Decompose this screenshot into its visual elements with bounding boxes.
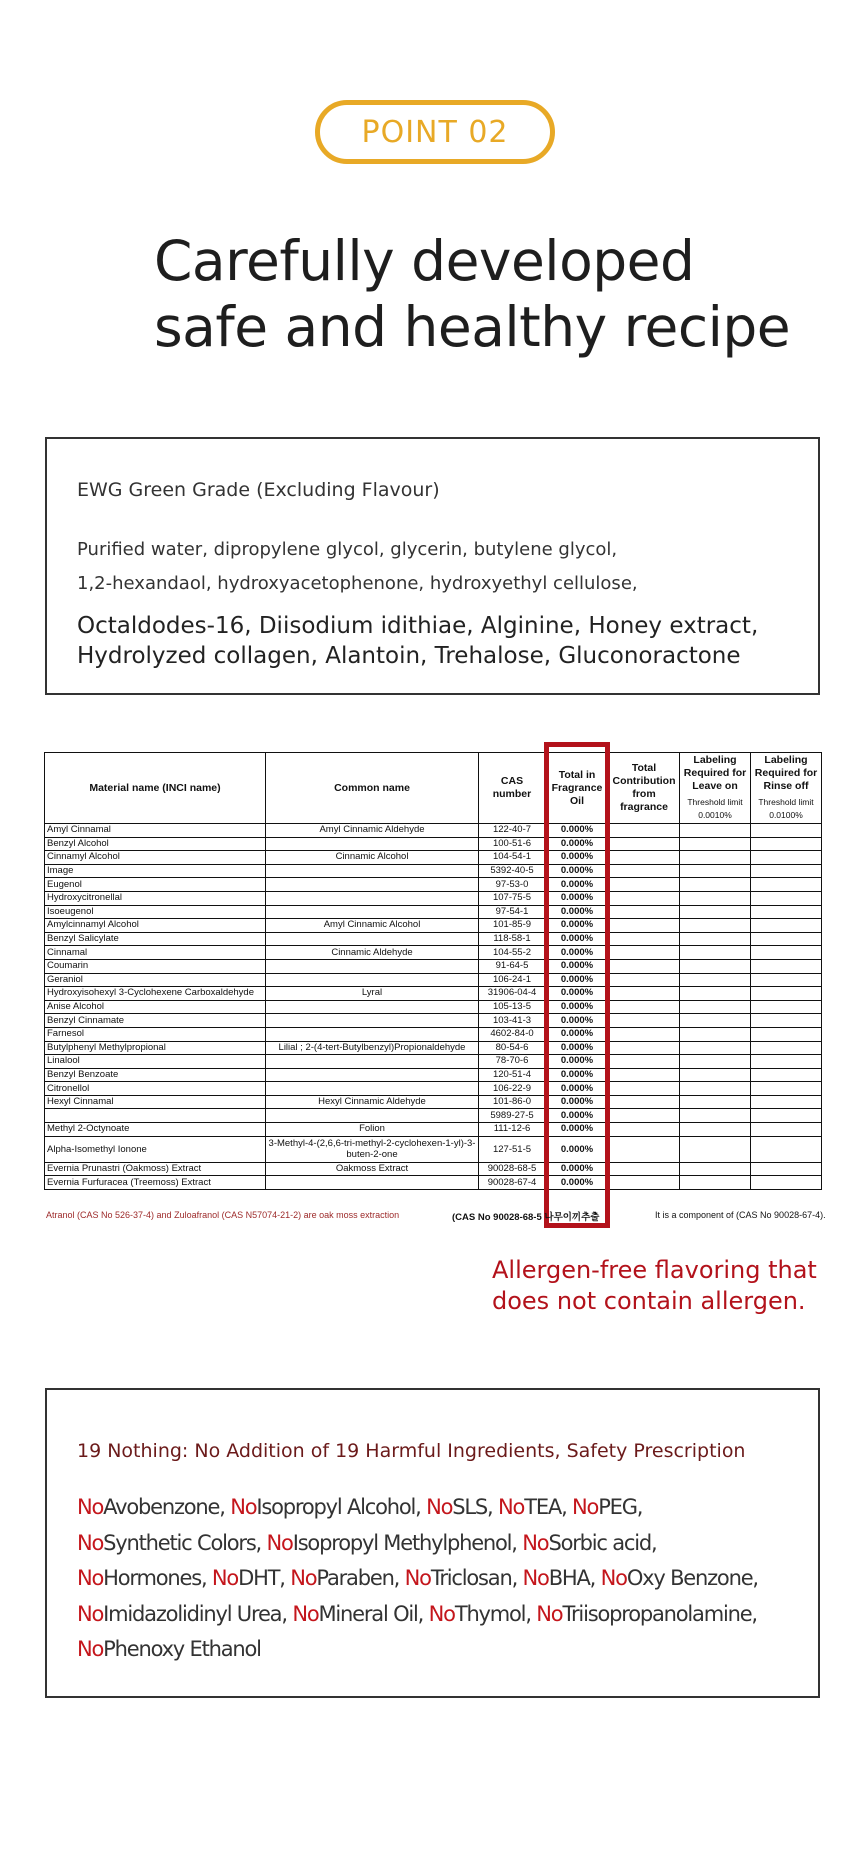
cell-empty bbox=[609, 987, 680, 1001]
cell-empty bbox=[680, 973, 751, 987]
cell-material: Hexyl Cinnamal bbox=[45, 1095, 266, 1109]
cell-empty bbox=[751, 932, 822, 946]
table-body bbox=[45, 824, 822, 1190]
table-row bbox=[45, 987, 822, 1001]
cell-total: 0.000% bbox=[546, 905, 609, 919]
header-rinse bbox=[751, 753, 822, 824]
cell-empty bbox=[751, 1095, 822, 1109]
no-prefix: No bbox=[426, 1495, 453, 1519]
cell-common bbox=[266, 1068, 479, 1082]
header-leave-sub: Threshold limit 0.0010% bbox=[687, 797, 743, 820]
cell-common bbox=[266, 905, 479, 919]
table-row bbox=[45, 959, 822, 973]
excluded-ingredient: Isopropyl Alcohol, bbox=[256, 1495, 421, 1519]
cell-material: Alpha-Isomethyl Ionone bbox=[45, 1136, 266, 1162]
cell-empty bbox=[609, 1136, 680, 1162]
cell-common bbox=[266, 1082, 479, 1096]
cell-total: 0.000% bbox=[546, 864, 609, 878]
header-total: Total in Fragrance Oil bbox=[546, 753, 609, 824]
cell-empty bbox=[751, 891, 822, 905]
cell-empty bbox=[609, 1082, 680, 1096]
excluded-ingredient: PEG, bbox=[598, 1495, 643, 1519]
allergen-note-line-1: Allergen-free flavoring that bbox=[492, 1256, 817, 1284]
cell-empty bbox=[680, 1068, 751, 1082]
no-prefix: No bbox=[572, 1495, 599, 1519]
footnote-red: Atranol (CAS No 526-37-4) and Zuloafranol (CAS N57074-21-2) are oak moss extraction bbox=[46, 1210, 400, 1220]
excluded-ingredient: Avobenzone, bbox=[103, 1495, 225, 1519]
excluded-ingredient: Paraben, bbox=[316, 1566, 400, 1590]
cell-empty bbox=[751, 946, 822, 960]
excluded-ingredient: Oxy Benzone, bbox=[626, 1566, 758, 1590]
table-row bbox=[45, 1136, 822, 1162]
cell-empty bbox=[609, 891, 680, 905]
cell-empty bbox=[751, 1041, 822, 1055]
cell-empty bbox=[680, 1123, 751, 1137]
cell-empty bbox=[680, 946, 751, 960]
cell-total: 0.000% bbox=[546, 919, 609, 933]
cell-empty bbox=[751, 1000, 822, 1014]
allergen-note-line-2: does not contain allergen. bbox=[492, 1287, 806, 1315]
cell-empty bbox=[751, 824, 822, 838]
cell-common bbox=[266, 1176, 479, 1190]
cell-material: Anise Alcohol bbox=[45, 1000, 266, 1014]
cell-cas: 97-53-0 bbox=[479, 878, 546, 892]
excluded-ingredient: Mineral Oil, bbox=[318, 1601, 424, 1626]
header-common: Common name bbox=[266, 753, 479, 824]
table-row bbox=[45, 851, 822, 865]
header-cas: CAS number bbox=[479, 753, 546, 824]
cell-empty bbox=[751, 1176, 822, 1190]
ewg-line-3-4 bbox=[77, 611, 758, 671]
excluded-ingredient: Synthetic Colors, bbox=[103, 1530, 262, 1555]
cell-total: 0.000% bbox=[546, 1162, 609, 1176]
cell-total: 0.000% bbox=[546, 987, 609, 1001]
cell-empty bbox=[680, 1176, 751, 1190]
cell-empty bbox=[609, 1095, 680, 1109]
cell-empty bbox=[751, 919, 822, 933]
nothing-box bbox=[45, 1388, 820, 1698]
no-prefix: No bbox=[230, 1495, 257, 1519]
table-row bbox=[45, 878, 822, 892]
cell-cas: 90028-67-4 bbox=[479, 1176, 546, 1190]
cell-empty bbox=[680, 1055, 751, 1069]
cell-empty bbox=[609, 1123, 680, 1137]
cell-material: Evernia Prunastri (Oakmoss) Extract bbox=[45, 1162, 266, 1176]
table-row bbox=[45, 946, 822, 960]
excluded-ingredient: Hormones, bbox=[103, 1566, 207, 1590]
cell-empty bbox=[680, 987, 751, 1001]
cell-material: Cinnamyl Alcohol bbox=[45, 851, 266, 865]
cell-empty bbox=[609, 1055, 680, 1069]
cell-empty bbox=[751, 987, 822, 1001]
cell-cas: 4602-84-0 bbox=[479, 1027, 546, 1041]
cell-total: 0.000% bbox=[546, 837, 609, 851]
cell-empty bbox=[609, 973, 680, 987]
cell-cas: 106-24-1 bbox=[479, 973, 546, 987]
excluded-ingredient: Imidazolidinyl Urea, bbox=[103, 1601, 287, 1626]
no-prefix: No bbox=[211, 1566, 239, 1590]
cell-total: 0.000% bbox=[546, 851, 609, 865]
cell-common: 3-Methyl-4-(2,6,6-tri-methyl-2-cyclohexen-1-yl)-3-buten-2-one bbox=[266, 1136, 479, 1162]
cell-total: 0.000% bbox=[546, 1027, 609, 1041]
excluded-ingredient: BHA, bbox=[548, 1566, 596, 1590]
cell-cas: 100-51-6 bbox=[479, 837, 546, 851]
cell-empty bbox=[751, 878, 822, 892]
header-material: Material name (INCI name) bbox=[45, 753, 266, 824]
cell-empty bbox=[609, 851, 680, 865]
table-row bbox=[45, 1123, 822, 1137]
cell-empty bbox=[751, 1136, 822, 1162]
cell-total: 0.000% bbox=[546, 1000, 609, 1014]
cell-common bbox=[266, 837, 479, 851]
header-rinse-sub: Threshold limit 0.0100% bbox=[758, 797, 814, 820]
excluded-ingredient: DHT, bbox=[238, 1566, 285, 1590]
cell-empty bbox=[751, 1123, 822, 1137]
cell-cas: 101-85-9 bbox=[479, 919, 546, 933]
table-row bbox=[45, 973, 822, 987]
no-prefix: No bbox=[498, 1495, 525, 1519]
excluded-ingredient: Sorbic acid, bbox=[548, 1530, 657, 1555]
cell-common bbox=[266, 878, 479, 892]
cell-material bbox=[45, 1109, 266, 1123]
headline bbox=[154, 228, 790, 360]
cell-cas: 122-40-7 bbox=[479, 824, 546, 838]
cell-empty bbox=[680, 1014, 751, 1028]
cell-total: 0.000% bbox=[546, 946, 609, 960]
excluded-ingredient: Isopropyl Methylphenol, bbox=[292, 1530, 517, 1555]
cell-common bbox=[266, 891, 479, 905]
cell-cas: 127-51-5 bbox=[479, 1136, 546, 1162]
cell-empty bbox=[680, 891, 751, 905]
footnote-bold: (CAS No 90028-68-5 나무이끼추출 bbox=[452, 1212, 600, 1223]
cell-empty bbox=[609, 837, 680, 851]
ewg-title: EWG Green Grade (Excluding Flavour) bbox=[77, 479, 440, 501]
cell-empty bbox=[751, 1055, 822, 1069]
cell-total: 0.000% bbox=[546, 1068, 609, 1082]
table-row bbox=[45, 1068, 822, 1082]
cell-empty bbox=[680, 905, 751, 919]
cell-material: Amylcinnamyl Alcohol bbox=[45, 919, 266, 933]
cell-cas: 90028-68-5 bbox=[479, 1162, 546, 1176]
cell-cas: 120-51-4 bbox=[479, 1068, 546, 1082]
no-prefix: No bbox=[77, 1566, 104, 1590]
cell-empty bbox=[680, 878, 751, 892]
cell-material: Linalool bbox=[45, 1055, 266, 1069]
cell-total: 0.000% bbox=[546, 973, 609, 987]
cell-empty bbox=[751, 1014, 822, 1028]
table-row bbox=[45, 919, 822, 933]
cell-empty bbox=[680, 1136, 751, 1162]
cell-empty bbox=[751, 959, 822, 973]
nothing-line bbox=[77, 1597, 758, 1633]
cell-empty bbox=[680, 932, 751, 946]
cell-empty bbox=[751, 851, 822, 865]
cell-empty bbox=[680, 837, 751, 851]
cell-material: Isoeugenol bbox=[45, 905, 266, 919]
cell-material: Hydroxyisohexyl 3-Cyclohexene Carboxaldehyde bbox=[45, 987, 266, 1001]
cell-empty bbox=[609, 824, 680, 838]
cell-material: Methyl 2-Octynoate bbox=[45, 1123, 266, 1137]
cell-cas: 103-41-3 bbox=[479, 1014, 546, 1028]
nothing-line bbox=[77, 1632, 758, 1668]
cell-common: Lyral bbox=[266, 987, 479, 1001]
cell-empty bbox=[751, 864, 822, 878]
point-label: POINT 02 bbox=[361, 114, 509, 150]
cell-common: Cinnamic Aldehyde bbox=[266, 946, 479, 960]
cell-empty bbox=[680, 1162, 751, 1176]
table-row bbox=[45, 837, 822, 851]
cell-empty bbox=[609, 1176, 680, 1190]
table-row bbox=[45, 1176, 822, 1190]
table-row bbox=[45, 1095, 822, 1109]
table-row bbox=[45, 864, 822, 878]
cell-empty bbox=[680, 1082, 751, 1096]
cell-cas: 31906-04-4 bbox=[479, 987, 546, 1001]
table-row bbox=[45, 1055, 822, 1069]
table-row bbox=[45, 1041, 822, 1055]
cell-empty bbox=[680, 1027, 751, 1041]
cell-empty bbox=[609, 946, 680, 960]
nothing-list bbox=[77, 1490, 758, 1668]
no-prefix: No bbox=[536, 1601, 563, 1626]
footnote-tail: It is a component of (CAS No 90028-67-4). bbox=[655, 1210, 826, 1220]
cell-total: 0.000% bbox=[546, 1014, 609, 1028]
cell-total: 0.000% bbox=[546, 1055, 609, 1069]
cell-empty bbox=[609, 1162, 680, 1176]
nothing-line bbox=[77, 1526, 758, 1562]
cell-common bbox=[266, 864, 479, 878]
cell-empty bbox=[680, 824, 751, 838]
headline-line-1: Carefully developed bbox=[154, 229, 695, 293]
cell-cas: 118-58-1 bbox=[479, 932, 546, 946]
table-row bbox=[45, 905, 822, 919]
cell-material: Benzyl Salicylate bbox=[45, 932, 266, 946]
cell-total: 0.000% bbox=[546, 878, 609, 892]
table-row bbox=[45, 1000, 822, 1014]
allergen-note bbox=[492, 1255, 817, 1317]
fragrance-allergen-table bbox=[44, 752, 822, 1190]
cell-material: Geraniol bbox=[45, 973, 266, 987]
cell-empty bbox=[751, 1068, 822, 1082]
nothing-line bbox=[77, 1561, 758, 1597]
cell-empty bbox=[680, 919, 751, 933]
table-footnote bbox=[44, 1209, 834, 1223]
table-row bbox=[45, 891, 822, 905]
cell-common: Lilial ; 2-(4-tert-Butylbenzyl)Propionaldehyde bbox=[266, 1041, 479, 1055]
excluded-ingredient: Triisopropanolamine, bbox=[562, 1601, 757, 1626]
cell-empty bbox=[609, 1109, 680, 1123]
cell-cas: 106-22-9 bbox=[479, 1082, 546, 1096]
cell-empty bbox=[609, 905, 680, 919]
no-prefix: No bbox=[292, 1601, 319, 1626]
cell-cas: 91-64-5 bbox=[479, 959, 546, 973]
excluded-ingredient: TEA, bbox=[524, 1495, 567, 1519]
cell-empty bbox=[751, 837, 822, 851]
cell-common bbox=[266, 1055, 479, 1069]
cell-empty bbox=[680, 1109, 751, 1123]
cell-empty bbox=[751, 1162, 822, 1176]
cell-empty bbox=[680, 1095, 751, 1109]
cell-material: Benzyl Alcohol bbox=[45, 837, 266, 851]
cell-cas: 104-54-1 bbox=[479, 851, 546, 865]
cell-total: 0.000% bbox=[546, 1123, 609, 1137]
cell-total: 0.000% bbox=[546, 1082, 609, 1096]
no-prefix: No bbox=[522, 1530, 549, 1555]
cell-cas: 105-13-5 bbox=[479, 1000, 546, 1014]
cell-material: Farnesol bbox=[45, 1027, 266, 1041]
cell-empty bbox=[751, 1027, 822, 1041]
cell-common bbox=[266, 1000, 479, 1014]
ewg-line-4: Hydrolyzed collagen, Alantoin, Trehalose, Gluconoractone bbox=[77, 643, 741, 669]
cell-empty bbox=[609, 864, 680, 878]
cell-empty bbox=[680, 1041, 751, 1055]
cell-total: 0.000% bbox=[546, 1176, 609, 1190]
cell-empty bbox=[609, 919, 680, 933]
cell-empty bbox=[751, 905, 822, 919]
cell-empty bbox=[609, 959, 680, 973]
cell-common bbox=[266, 1109, 479, 1123]
cell-common: Amyl Cinnamic Alcohol bbox=[266, 919, 479, 933]
cell-empty bbox=[751, 973, 822, 987]
nothing-line bbox=[77, 1490, 758, 1526]
cell-empty bbox=[751, 1109, 822, 1123]
cell-material: Butylphenyl Methylpropional bbox=[45, 1041, 266, 1055]
table-row bbox=[45, 1027, 822, 1041]
cell-total: 0.000% bbox=[546, 824, 609, 838]
nothing-title: 19 Nothing: No Addition of 19 Harmful Ingredients, Safety Prescription bbox=[77, 1440, 746, 1462]
cell-common bbox=[266, 1014, 479, 1028]
cell-empty bbox=[680, 1000, 751, 1014]
ewg-ingredients-box bbox=[45, 437, 820, 695]
cell-cas: 104-55-2 bbox=[479, 946, 546, 960]
no-prefix: No bbox=[77, 1637, 104, 1661]
cell-cas: 107-75-5 bbox=[479, 891, 546, 905]
no-prefix: No bbox=[522, 1566, 549, 1590]
header-leave bbox=[680, 753, 751, 824]
cell-empty bbox=[609, 1068, 680, 1082]
header-contribution: Total Contribution from fragrance bbox=[609, 753, 680, 824]
headline-line-2: safe and healthy recipe bbox=[154, 295, 791, 359]
table-row bbox=[45, 1109, 822, 1123]
header-leave-label: Labeling Required for Leave on bbox=[683, 754, 747, 792]
cell-empty bbox=[680, 851, 751, 865]
cell-cas: 111-12-6 bbox=[479, 1123, 546, 1137]
cell-empty bbox=[609, 1000, 680, 1014]
cell-cas: 78-70-6 bbox=[479, 1055, 546, 1069]
cell-common: Hexyl Cinnamic Aldehyde bbox=[266, 1095, 479, 1109]
table-row bbox=[45, 1082, 822, 1096]
cell-empty bbox=[609, 1014, 680, 1028]
table-row bbox=[45, 932, 822, 946]
cell-material: Evernia Furfuracea (Treemoss) Extract bbox=[45, 1176, 266, 1190]
ewg-line-1: Purified water, dipropylene glycol, glycerin, butylene glycol, bbox=[77, 539, 618, 560]
cell-empty bbox=[609, 932, 680, 946]
table-row bbox=[45, 1014, 822, 1028]
excluded-ingredient: Phenoxy Ethanol bbox=[103, 1637, 261, 1661]
no-prefix: No bbox=[77, 1495, 104, 1519]
cell-common bbox=[266, 959, 479, 973]
cell-cas: 97-54-1 bbox=[479, 905, 546, 919]
cell-total: 0.000% bbox=[546, 1041, 609, 1055]
cell-common: Folion bbox=[266, 1123, 479, 1137]
cell-common bbox=[266, 1027, 479, 1041]
cell-common: Cinnamic Alcohol bbox=[266, 851, 479, 865]
cell-material: Coumarin bbox=[45, 959, 266, 973]
cell-material: Benzyl Cinnamate bbox=[45, 1014, 266, 1028]
cell-material: Amyl Cinnamal bbox=[45, 824, 266, 838]
excluded-ingredient: SLS, bbox=[452, 1495, 493, 1519]
cell-cas: 80-54-6 bbox=[479, 1041, 546, 1055]
cell-total: 0.000% bbox=[546, 891, 609, 905]
cell-empty bbox=[680, 959, 751, 973]
cell-empty bbox=[609, 1041, 680, 1055]
cell-total: 0.000% bbox=[546, 932, 609, 946]
cell-material: Cinnamal bbox=[45, 946, 266, 960]
cell-total: 0.000% bbox=[546, 959, 609, 973]
excluded-ingredient: Triclosan, bbox=[430, 1566, 518, 1590]
point-badge bbox=[315, 100, 555, 164]
cell-cas: 5989-27-5 bbox=[479, 1109, 546, 1123]
table-row bbox=[45, 824, 822, 838]
ewg-line-3: Octaldodes-16, Diisodium idithiae, Alginine, Honey extract, bbox=[77, 613, 759, 639]
no-prefix: No bbox=[77, 1601, 104, 1626]
cell-material: Benzyl Benzoate bbox=[45, 1068, 266, 1082]
cell-common bbox=[266, 973, 479, 987]
no-prefix: No bbox=[404, 1566, 431, 1590]
cell-empty bbox=[609, 1027, 680, 1041]
cell-total: 0.000% bbox=[546, 1109, 609, 1123]
cell-empty bbox=[680, 864, 751, 878]
header-rinse-label: Labeling Required for Rinse off bbox=[754, 754, 818, 792]
excluded-ingredient: Thymol, bbox=[454, 1601, 531, 1626]
cell-material: Image bbox=[45, 864, 266, 878]
table-header-row bbox=[45, 753, 822, 824]
cell-common bbox=[266, 932, 479, 946]
no-prefix: No bbox=[266, 1530, 293, 1555]
cell-material: Eugenol bbox=[45, 878, 266, 892]
ewg-line-2: 1,2-hexandaol, hydroxyacetophenone, hydroxyethyl cellulose, bbox=[77, 573, 638, 594]
cell-common: Oakmoss Extract bbox=[266, 1162, 479, 1176]
cell-material: Hydroxycitronellal bbox=[45, 891, 266, 905]
cell-total: 0.000% bbox=[546, 1095, 609, 1109]
no-prefix: No bbox=[77, 1530, 104, 1555]
no-prefix: No bbox=[428, 1601, 455, 1626]
cell-common: Amyl Cinnamic Aldehyde bbox=[266, 824, 479, 838]
cell-total: 0.000% bbox=[546, 1136, 609, 1162]
cell-material: Citronellol bbox=[45, 1082, 266, 1096]
no-prefix: No bbox=[290, 1566, 317, 1590]
fragrance-allergen-table-wrap bbox=[44, 752, 821, 1190]
cell-empty bbox=[609, 878, 680, 892]
cell-cas: 5392-40-5 bbox=[479, 864, 546, 878]
table-row bbox=[45, 1162, 822, 1176]
cell-cas: 101-86-0 bbox=[479, 1095, 546, 1109]
no-prefix: No bbox=[600, 1566, 627, 1590]
cell-empty bbox=[751, 1082, 822, 1096]
